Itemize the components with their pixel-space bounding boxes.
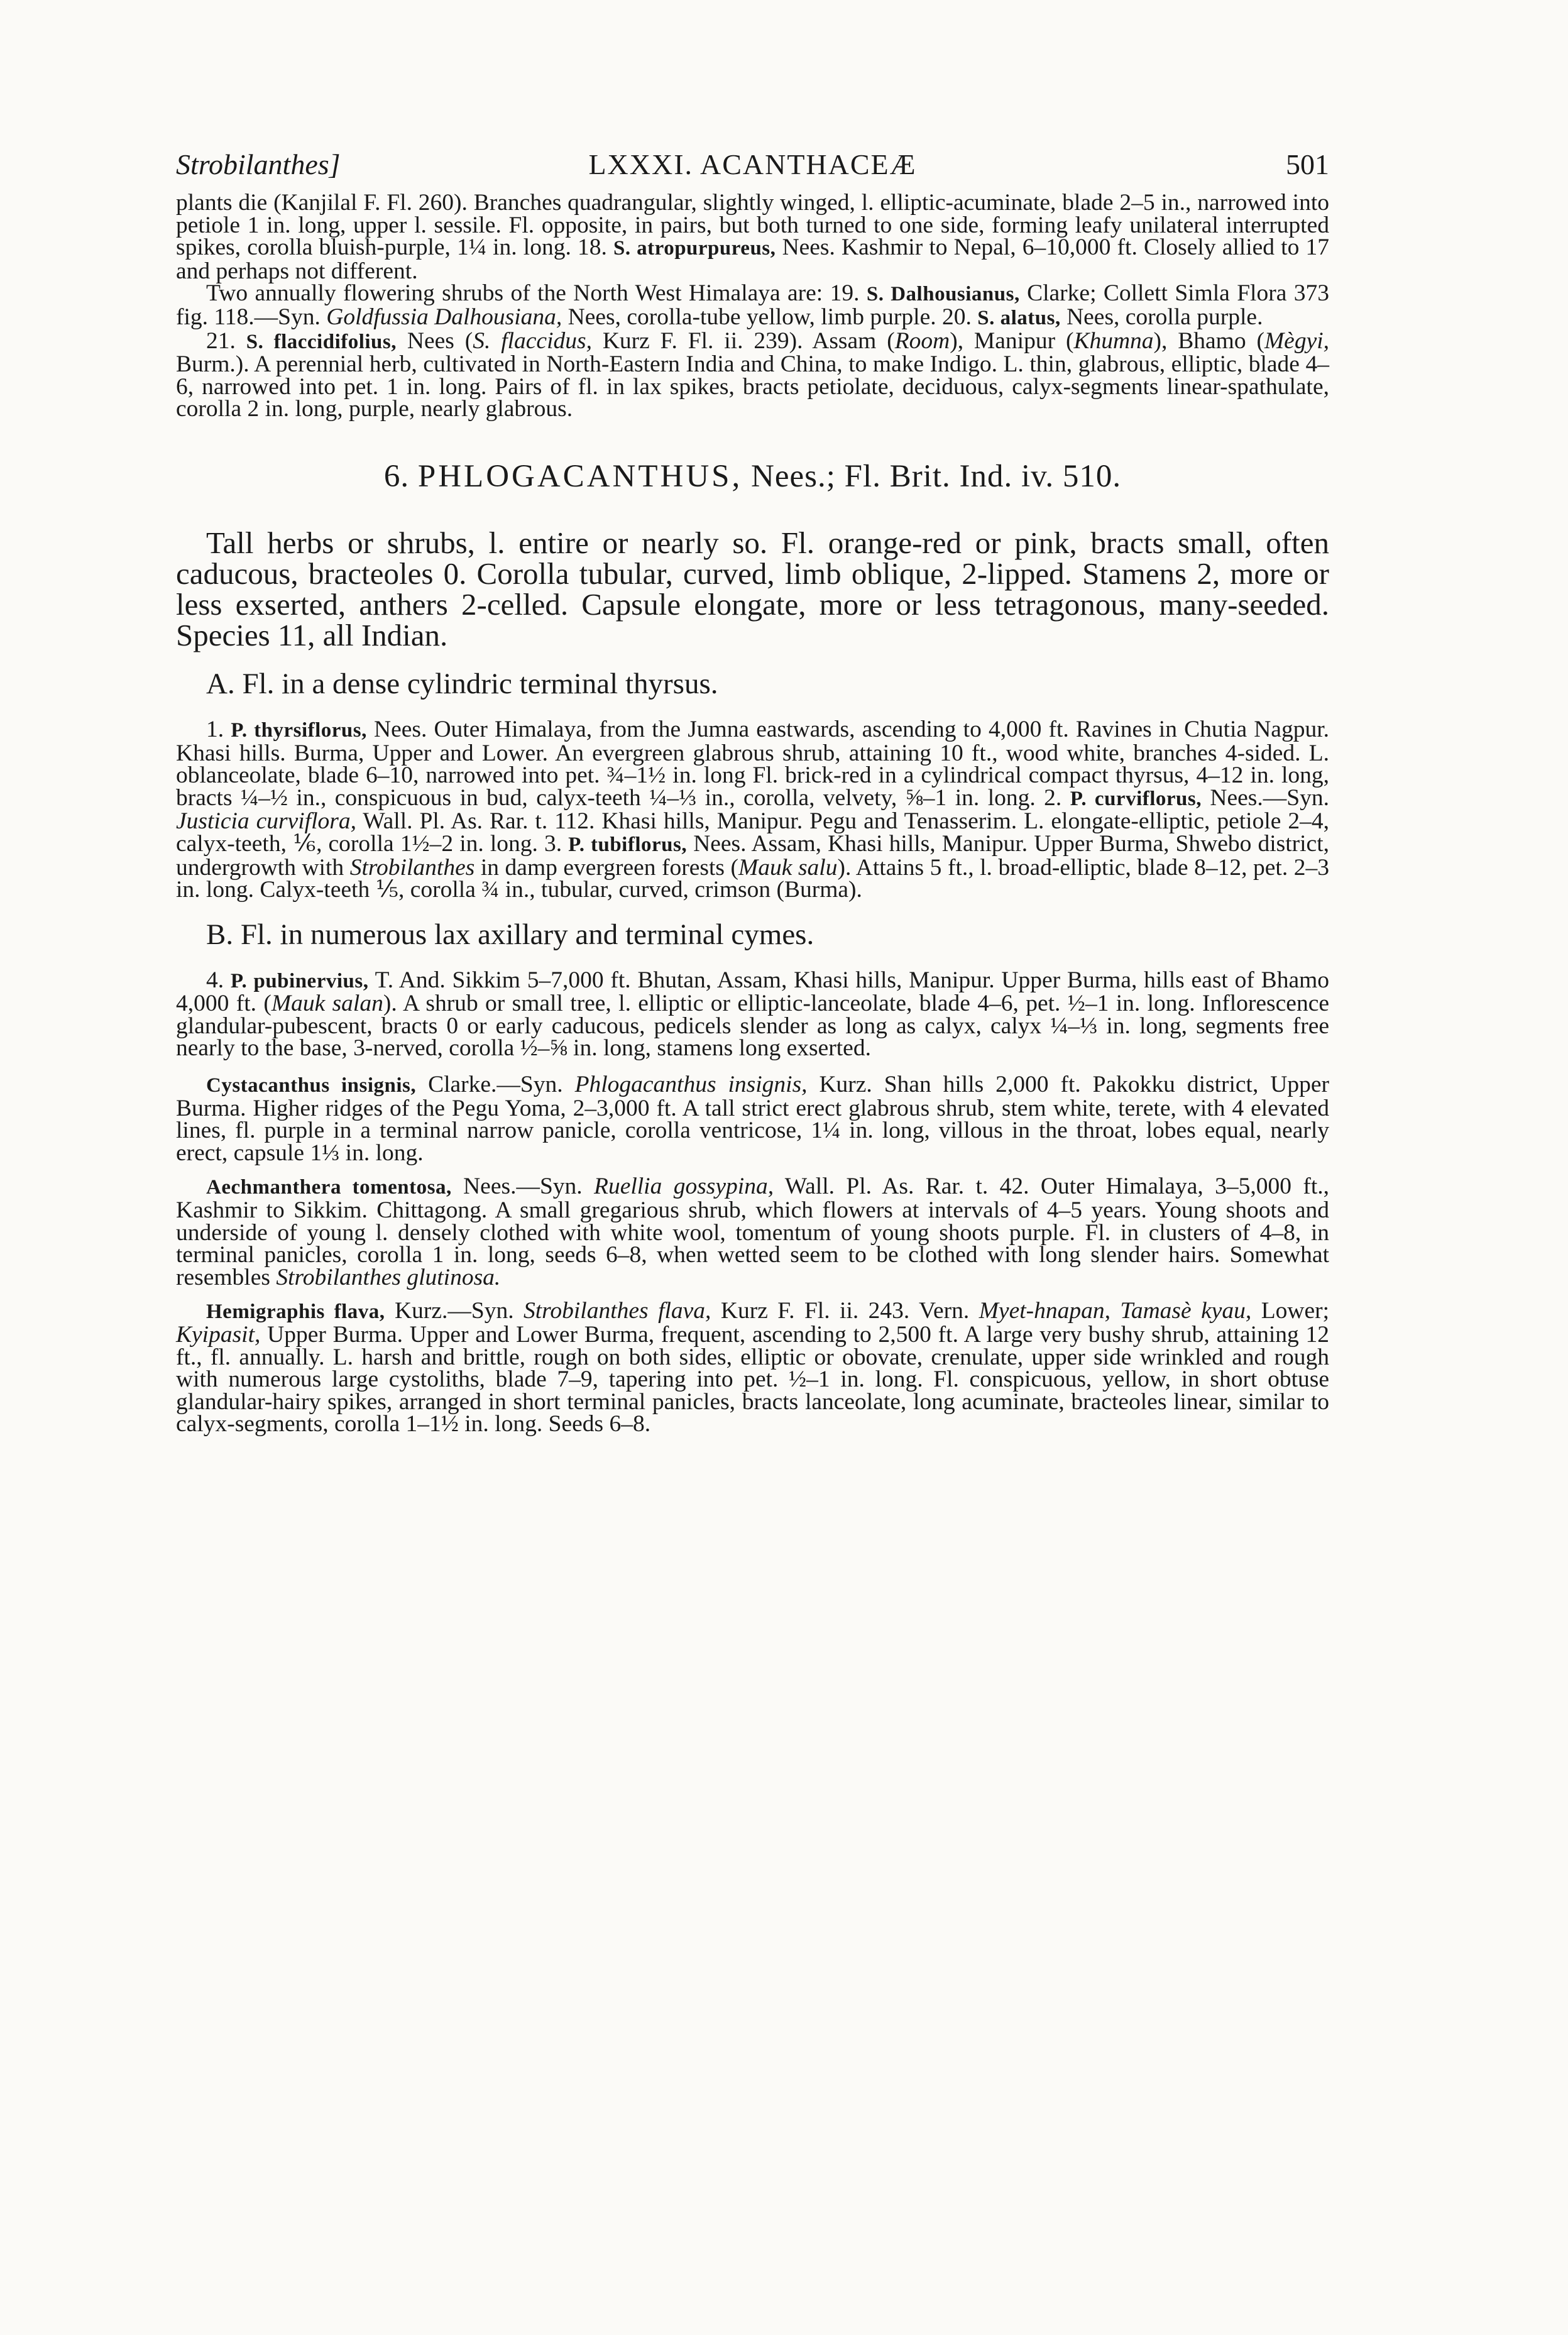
species-name: Aechmanthera tomentosa, [206, 1176, 452, 1199]
species-name: S. flaccidifolius, [246, 330, 397, 353]
species-name: P. tubiflorus, [568, 833, 688, 856]
synonym: Goldfussia Dalhousiana, [326, 304, 562, 330]
page [176, 141, 1329, 1436]
header-genus: Strobilanthes] [176, 148, 341, 180]
genus-description: Tall herbs or shrubs, l. entire or nearly so. Fl. orange-red or pink, bracts small, often caducous, bracteoles 0. Corolla tubular, curved, limb oblique, 2-lipped. Stamens 2, more or less exserted, anthers 2-celled. Capsule elongate, more or less tetragonous, many-seeded. Species 11, all Indian. [176, 525, 1329, 652]
species-name: S. Dalhousianus, [866, 283, 1020, 306]
section-b-heading: B. Fl. in numerous lax axillary and terminal cymes. [206, 918, 814, 951]
paragraph-dalhousianus: Two annually flowering shrubs of the North West Himalaya are: 19. S. Dalhousianus, Clarke; Collett Simla Flora 373 fig. 118.—Syn. Goldfussia Dalhousiana, Nees, corolla-tube yellow, limb purple. 20. S. alatus, Nees, corolla purple. [176, 280, 1329, 330]
paragraph-continuation: plants die (Kanjilal F. Fl. 260). Branches quadrangular, slightly winged, l. elliptic-acuminate, blade 2–5 in., narrowed into petiole 1 in. long, upper l. sessile. Fl. opposite, in pairs, but both turned to one side, forming leafy unilateral interrupted spikes, corolla bluish-purple, 1¼ in. long. 18. S. atropurpureus, Nees. Kashmir to Nepal, 6–10,000 ft. Closely allied to 17 and perhaps not different. [176, 190, 1329, 284]
species-name: Cystacanthus insignis, [206, 1074, 417, 1097]
species-name: P. pubinervius, [230, 969, 369, 992]
running-header [176, 141, 1329, 192]
hemigraphis-text: Hemigraphis flava, Kurz.—Syn. Strobilanthes flava, Kurz F. Fl. ii. 243. Vern. Myet-hnapan, Tamasè kyau, Lower; Kyipasit, Upper Burma. Upper and Lower Burma, frequent, ascending to 2,500 ft. A large very bushy shrub, attaining 12 ft., fl. annually. L. harsh and brittle, rough on both sides, elliptic or obovate, crenulate, upper side wrinkled and rough with numerous large cystoliths, blade 7–9, tapering into pet. ½–1 in. long. Fl. conspicuous, yellow, in short obtuse glandular-hairy spikes, arranged in short terminal panicles, bracts lanceolate, long acuminate, bracteoles linear, similar to calyx-segments, corolla 1–1½ in. long. Seeds 6–8. [176, 1298, 1329, 1437]
species-name: P. curviflorus, [1070, 787, 1202, 810]
species-name: S. atropurpureus, [613, 237, 776, 260]
species-name: P. thyrsiflorus, [231, 718, 367, 742]
page-number: 501 [1286, 148, 1329, 180]
section-b-text: 4. P. pubinervius, T. And. Sikkim 5–7,000 ft. Bhutan, Assam, Khasi hills, Manipur. Upper Burma, hills east of Bhamo 4,000 ft. (Mauk salan). A shrub or small tree, l. elliptic or elliptic-lanceolate, blade 4–6, pet. ½–1 in. long. Inflorescence glandular-pubescent, bracts 0 or early caducous, pedicels slender as long as calyx, calyx ¼–⅓ in. long, segments free nearly to the base, 3-nerved, corolla ½–⅝ in. long, stamens long exserted. [176, 967, 1330, 1062]
intro-block [176, 192, 1329, 420]
cystacanthus-text: Cystacanthus insignis, Clarke.—Syn. Phlogacanthus insignis, Kurz. Shan hills 2,000 ft. Pakokku district, Upper Burma. Higher ridges of the Pegu Yoma, 2–3,000 ft. A tall strict erect glabrous shrub, stem white, terete, with 4 elevated lines, fl. purple in a terminal narrow panicle, corolla ventricose, 1¼ in. long, villous in the throat, lobes equal, nearly erect, capsule 1⅓ in. long. [176, 1072, 1329, 1166]
genus-heading: 6. PHLOGACANTHUS, Nees.; Fl. Brit. Ind. iv. 510. [383, 458, 1122, 494]
species-name: Hemigraphis flava, [206, 1300, 385, 1324]
aechmanthera-text: Aechmanthera tomentosa, Nees.—Syn. Ruellia gossypina, Wall. Pl. As. Rar. t. 42. Outer Himalaya, 3–5,000 ft., Kashmir to Sikkim. Chittagong. A small gregarious shrub, which flowers at intervals of 4–5 years. Young shoots and underside of young l. densely clothed with white wool, tomentum of young shoots purple. Fl. in clusters of 4–8, in terminal panicles, corolla 1 in. long, seeds 6–8, when wetted seem to be clothed with long slender hairs. Somewhat resembles Strobilanthes glutinosa. [176, 1173, 1329, 1290]
header-family: LXXXI. ACANTHACEÆ [588, 148, 917, 180]
species-name: S. alatus, [977, 306, 1061, 329]
section-a-text: 1. P. thyrsiflorus, Nees. Outer Himalaya, from the Jumna eastwards, ascending to 4,000 ft. Ravines in Chutia Nagpur. Khasi hills. Burma, Upper and Lower. An evergreen glabrous shrub, attaining 10 ft., wood white, branches 4-sided. L. oblanceolate, blade 6–10, narrowed into pet. ¾–1½ in. long Fl. brick-red in a cylindrical compact thyrsus, 4–12 in. long, bracts ¼–½ in., conspicuous in bud, calyx-teeth ¼–⅓ in., corolla, velvety, ⅝–1 in. long. 2. P. curviflorus, Nees.—Syn. Justicia curviflora, Wall. Pl. As. Rar. t. 112. Khasi hills, Manipur. Pegu and Tenasserim. L. elongate-elliptic, petiole 2–4, calyx-teeth, ⅙, corolla 1½–2 in. long. 3. P. tubiflorus, Nees. Assam, Khasi hills, Manipur. Upper Burma, Shwebo district, undergrowth with Strobilanthes in damp evergreen forests (Mauk salu). Attains 5 ft., l. broad-elliptic, blade 8–12, pet. 2–3 in. long. Calyx-teeth ⅕, corolla ¾ in., tubular, curved, crimson (Burma). [176, 716, 1329, 903]
paragraph-flaccidifolius: 21. S. flaccidifolius, Nees (S. flaccidus, Kurz F. Fl. ii. 239). Assam (Room), Manipur (Khumna), Bhamo (Mègyi, Burm.). A perennial herb, cultivated in North-Eastern India and China, to make Indigo. L. thin, glabrous, elliptic, blade 4–6, narrowed into pet. 1 in. long. Pairs of fl. in lax spikes, bracts petiolate, deciduous, calyx-segments linear-spathulate, corolla 2 in. long, purple, nearly glabrous. [176, 327, 1330, 422]
genus-name: PHLOGACANTHUS, [417, 458, 743, 494]
section-a-heading: A. Fl. in a dense cylindric terminal thyrsus. [206, 667, 718, 700]
